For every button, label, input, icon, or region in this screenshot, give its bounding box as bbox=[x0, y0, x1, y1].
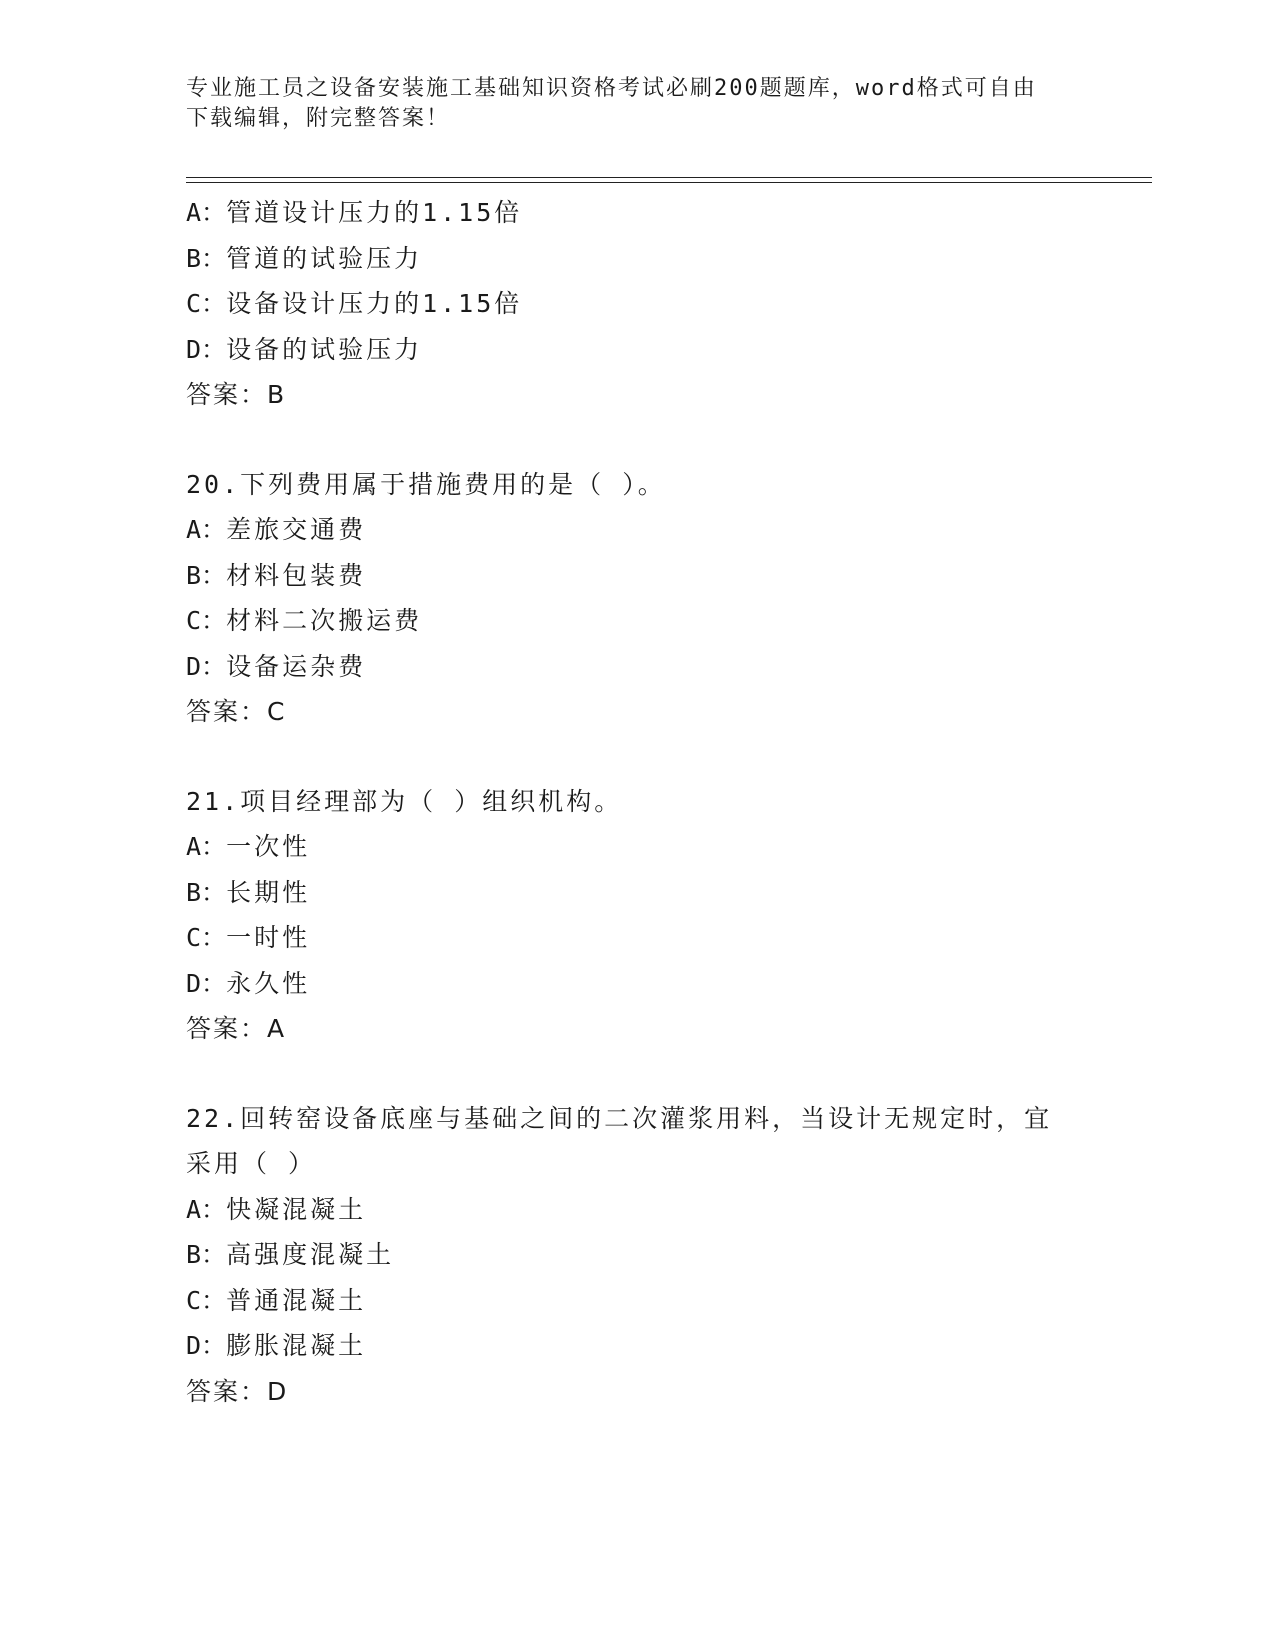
spacer bbox=[186, 418, 1086, 462]
answer: 答案：B bbox=[186, 380, 287, 409]
option-b: B：长期性 bbox=[186, 877, 311, 907]
option-d: D：设备的试验压力 bbox=[186, 334, 423, 364]
question-block-20 bbox=[186, 462, 1086, 735]
option-b: B：高强度混凝土 bbox=[186, 1240, 395, 1269]
question-block-continued bbox=[186, 190, 1086, 418]
header-line-1: 专业施工员之设备安装施工基础知识资格考试必刷200题题库，word格式可自由 bbox=[186, 76, 1037, 101]
option-b: B：材料包装费 bbox=[186, 560, 367, 590]
spacer bbox=[186, 1052, 1086, 1096]
spacer bbox=[186, 735, 1086, 779]
option-a: A：一次性 bbox=[186, 832, 311, 861]
document-header bbox=[186, 74, 1086, 134]
question-stem: 21.项目经理部为（ ）组织机构。 bbox=[186, 786, 623, 816]
option-c: C：材料二次搬运费 bbox=[186, 606, 423, 635]
option-d: D：永久性 bbox=[186, 968, 311, 998]
header-divider-top bbox=[186, 177, 1152, 178]
option-b: B：管道的试验压力 bbox=[186, 243, 423, 273]
answer: 答案：A bbox=[186, 1014, 287, 1043]
question-stem-line-1: 22.回转窑设备底座与基础之间的二次灌浆用料，当设计无规定时，宜 bbox=[186, 1103, 1053, 1133]
header-divider-bottom bbox=[186, 182, 1152, 183]
option-d: D：膨胀混凝土 bbox=[186, 1331, 367, 1360]
question-list bbox=[186, 190, 1086, 1414]
option-d: D：设备运杂费 bbox=[186, 651, 367, 681]
option-a: A：差旅交通费 bbox=[186, 515, 367, 544]
option-c: C：设备设计压力的1.15倍 bbox=[186, 289, 523, 318]
question-block-21 bbox=[186, 779, 1086, 1052]
option-a: A：管道设计压力的1.15倍 bbox=[186, 198, 523, 227]
option-c: C：一时性 bbox=[186, 923, 311, 952]
question-stem: 20.下列费用属于措施费用的是（ ）。 bbox=[186, 469, 666, 499]
question-stem-line-2: 采用（ ） bbox=[186, 1149, 317, 1178]
answer: 答案：D bbox=[186, 1376, 289, 1406]
header-line-2: 下载编辑，附完整答案！ bbox=[186, 106, 451, 131]
option-a: A：快凝混凝土 bbox=[186, 1194, 367, 1224]
answer: 答案：C bbox=[186, 697, 287, 726]
option-c: C：普通混凝土 bbox=[186, 1285, 367, 1315]
question-block-22 bbox=[186, 1096, 1086, 1415]
